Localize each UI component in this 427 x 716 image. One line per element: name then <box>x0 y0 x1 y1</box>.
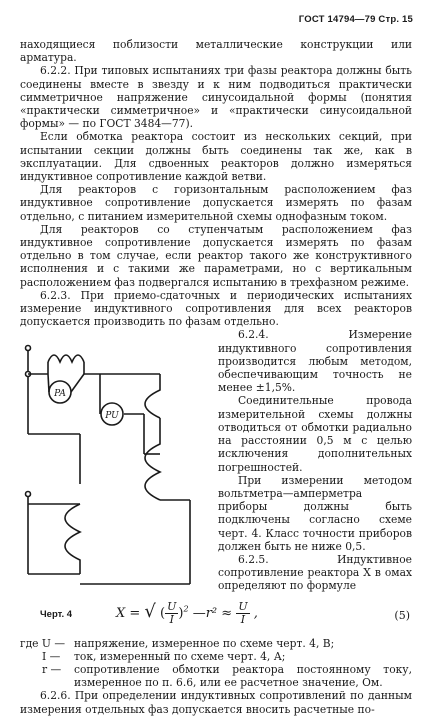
paragraph: 6.2.3. При приемо-сдаточных и периодических испытаниях измерение индуктивного сопротивления для всех реакторов допускается производить по фазам отдельно. <box>20 288 412 329</box>
sqrt-sign: √ <box>144 600 156 622</box>
formula-comma: , <box>253 605 258 621</box>
formula-5 <box>20 599 412 633</box>
where-item: r — сопротивление обмотки реактора постоянному току, измеренное по п. 6.6, или ее расчетное значение, Ом. <box>42 662 412 690</box>
paragraph: Если обмотка реактора состоит из нескольких секций, при испытании секции должны быть соединены так же, как в эксплуатации. Для сдвоенных реакторов должно измеряться индуктивное сопротивление каждой ветви. <box>20 130 412 184</box>
page-header: ГОСТ 14794—79 Стр. 15 <box>298 14 413 25</box>
fraction: $\frac{U}{I}$ <box>167 599 177 626</box>
figure-caption: Черт. 4 <box>40 609 73 621</box>
paragraph: 6.2.2. При типовых испытаниях три фазы реактора должны быть соединены вместе в звезду и к ним подводиться практически симметричное напряжение синусоидальной формы (понятия «практически симметричное» и «практически синусоидальной формы» — по ГОСТ 3484—77). <box>20 64 412 131</box>
paragraph: Соединительные провода измерительной схемы должны отводиться от обмотки радиально на расстоянии 0,5 м с целью исключения дополнительных погрешностей. <box>218 394 412 474</box>
paragraph: находящиеся поблизости металлические конструкции или арматура. <box>20 38 412 65</box>
where-item: где U — напряжение, измеренное по схеме черт. 4, В; <box>20 636 335 650</box>
formula-lhs: X = <box>116 605 141 621</box>
circuit-diagram <box>20 334 208 604</box>
where-item: I — ток, измеренный по схеме черт. 4, А; <box>42 649 286 663</box>
paragraph: Для реакторов со ступенчатым расположением фаз индуктивное сопротивление допускается измерять по фазам отдельно в том случае, если реактор такого же конструктивного исполнения и с такими же параметрами, но с вертикальным расположением фаз подвергался испытанию в трехфазном режиме. <box>20 222 412 289</box>
voltmeter-label: PU <box>105 411 119 422</box>
equation-number: (5) <box>394 608 410 622</box>
paragraph: При измерении методом вольтметра—амперметра приборы должны быть подключены согласно схеме черт. 4. Класс точности приборов должен быть не ниже 0,5. <box>218 473 412 553</box>
where-list <box>20 637 412 690</box>
document-body <box>20 38 412 716</box>
paragraph: 6.2.5. Индуктивное сопротивление реактора X в омах определяют по формуле <box>218 552 412 593</box>
formula-expression: X = √ ( $\frac{U}{I}$ )$^2$ —r² ≈ $\frac{U}{I}$ , <box>116 599 258 626</box>
paragraph: 6.2.4. Измерение индуктивного сопротивления производится любым методом, обеспечивающим точность не менее ±1,5%. <box>218 328 412 395</box>
ammeter-label: PA <box>54 389 66 400</box>
paragraph: Для реакторов с горизонтальным расположением фаз индуктивное сопротивление допускается измерять по фазам отдельно, с питанием измерительной схемы однофазным током. <box>20 183 412 223</box>
paragraph: 6.2.6. При определении индуктивных сопротивлений по данным измерения отдельных фаз допускается вносить расчетные по- <box>20 689 412 716</box>
fraction-approx: $\frac{U}{I}$ <box>238 599 248 626</box>
formula-minus-r: —r² ≈ <box>192 605 233 621</box>
